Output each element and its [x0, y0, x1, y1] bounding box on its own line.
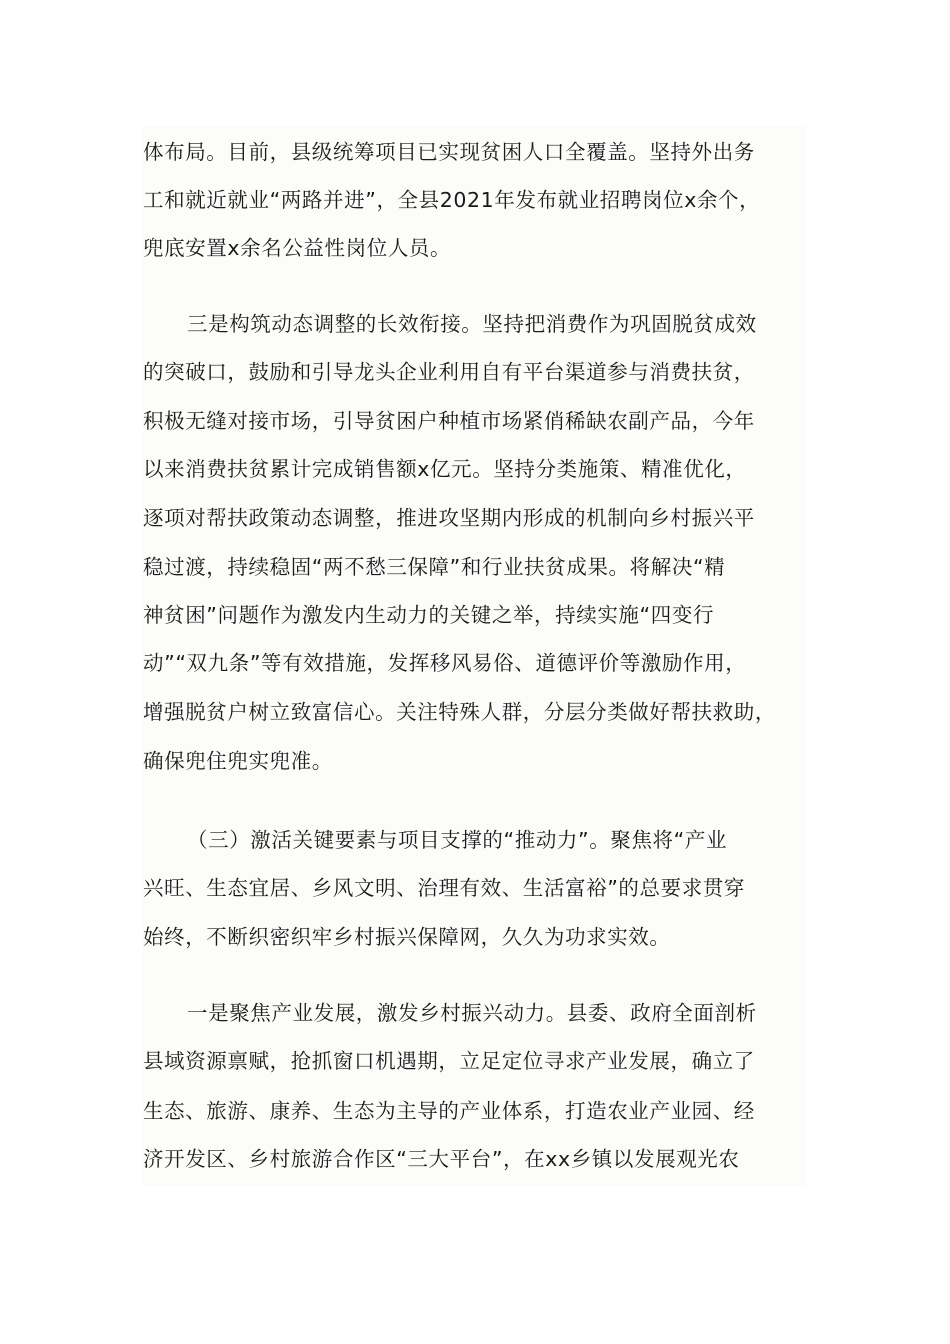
paragraph-2-line-8: 动”“双九条”等有效措施，发挥移风易俗、道德评价等激励作用， — [143, 651, 747, 675]
paragraph-3-line-2: 兴旺、生态宜居、乡风文明、治理有效、生活富裕”的总要求贯穿 — [143, 876, 746, 900]
paragraph-2-line-3: 积极无缝对接市场，引导贫困户种植市场紧俏稀缺农副产品，今年 — [143, 409, 755, 433]
paragraph-3-line-1: （三）激活关键要素与项目支撑的“推动力”。聚焦将“产业 — [187, 828, 728, 852]
paragraph-1-line-2: 工和就近就业“两路并进”，全县2021年发布就业招聘岗位x余个， — [143, 188, 761, 212]
paragraph-4-line-4: 济开发区、乡村旅游合作区“三大平台”，在xx乡镇以发展观光农 — [143, 1147, 740, 1171]
paragraph-2-line-9: 增强脱贫户树立致富信心。关注特殊人群，分层分类做好帮扶救助， — [143, 700, 776, 724]
document-body — [143, 126, 805, 1186]
paragraph-2-line-5: 逐项对帮扶政策动态调整，推进攻坚期内形成的机制向乡村振兴平 — [143, 506, 755, 530]
paragraph-2-line-4: 以来消费扶贫累计完成销售额x亿元。坚持分类施策、精准优化， — [143, 457, 747, 481]
paragraph-4-line-1: 一是聚焦产业发展，激发乡村振兴动力。县委、政府全面剖析 — [187, 1001, 757, 1025]
paragraph-1-line-3: 兜底安置x余名公益性岗位人员。 — [143, 236, 452, 260]
paragraph-3-line-3: 始终，不断织密织牢乡村振兴保障网，久久为功求实效。 — [143, 925, 671, 949]
paragraph-2-line-6: 稳过渡，持续稳固“两不愁三保障”和行业扶贫成果。将解决“精 — [143, 555, 726, 579]
paragraph-2-line-2: 的突破口，鼓励和引导龙头企业利用自有平台渠道参与消费扶贫， — [143, 360, 755, 384]
paragraph-2-line-1: 三是构筑动态调整的长效衔接。坚持把消费作为巩固脱贫成效 — [187, 312, 757, 336]
paragraph-4-line-2: 县域资源禀赋，抢抓窗口机遇期，立足定位寻求产业发展，确立了 — [143, 1049, 755, 1073]
paragraph-2-line-7: 神贫困”问题作为激发内生动力的关键之举，持续实施“四变行 — [143, 603, 715, 627]
paragraph-1-line-1: 体布局。目前，县级统筹项目已实现贫困人口全覆盖。坚持外出务 — [143, 140, 755, 164]
paragraph-4-line-3: 生态、旅游、康养、生态为主导的产业体系，打造农业产业园、经 — [143, 1099, 755, 1123]
paragraph-2-line-10: 确保兜住兜实兜准。 — [143, 749, 333, 773]
